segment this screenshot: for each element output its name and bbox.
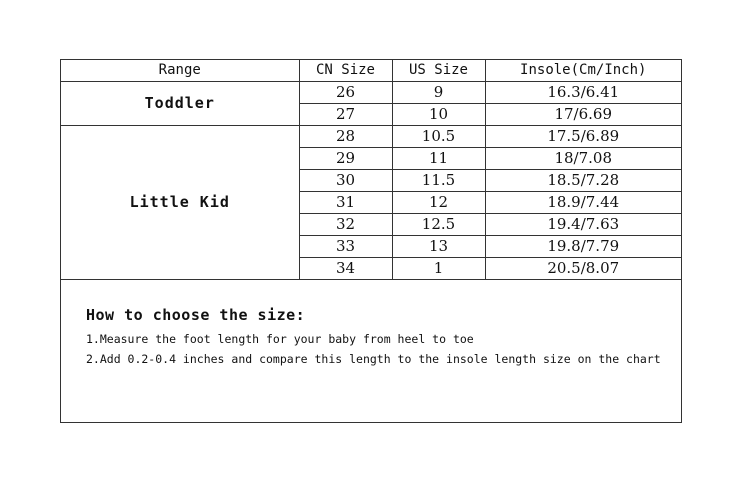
how-to-step-2: 2.Add 0.2-0.4 inches and compare this length to the insole length size on the chart <box>86 352 661 366</box>
size-table <box>61 60 681 280</box>
us-size-cell: 9 <box>392 82 485 104</box>
us-size-cell: 10.5 <box>392 126 485 148</box>
size-chart <box>60 59 682 423</box>
insole-cell: 18/7.08 <box>485 148 681 170</box>
cn-size-cell: 30 <box>299 170 392 192</box>
table-row <box>61 126 681 148</box>
insole-cell: 18.5/7.28 <box>485 170 681 192</box>
header-cn-size: CN Size <box>299 60 392 82</box>
header-range: Range <box>61 60 299 82</box>
how-to-title: How to choose the size: <box>86 306 306 324</box>
cn-size-cell: 29 <box>299 148 392 170</box>
us-size-cell: 10 <box>392 104 485 126</box>
us-size-cell: 1 <box>392 258 485 280</box>
insole-cell: 19.8/7.79 <box>485 236 681 258</box>
cn-size-cell: 33 <box>299 236 392 258</box>
insole-cell: 18.9/7.44 <box>485 192 681 214</box>
cn-size-cell: 28 <box>299 126 392 148</box>
insole-cell: 17.5/6.89 <box>485 126 681 148</box>
how-to-step-1: 1.Measure the foot length for your baby from heel to toe <box>86 332 474 346</box>
us-size-cell: 11 <box>392 148 485 170</box>
insole-cell: 19.4/7.63 <box>485 214 681 236</box>
range-little-kid: Little Kid <box>61 126 299 280</box>
us-size-cell: 12 <box>392 192 485 214</box>
cn-size-cell: 32 <box>299 214 392 236</box>
insole-cell: 16.3/6.41 <box>485 82 681 104</box>
table-header-row <box>61 60 681 82</box>
header-insole: Insole(Cm/Inch) <box>485 60 681 82</box>
cn-size-cell: 31 <box>299 192 392 214</box>
table-row <box>61 82 681 104</box>
cn-size-cell: 34 <box>299 258 392 280</box>
us-size-cell: 12.5 <box>392 214 485 236</box>
insole-cell: 20.5/8.07 <box>485 258 681 280</box>
us-size-cell: 13 <box>392 236 485 258</box>
cn-size-cell: 27 <box>299 104 392 126</box>
cn-size-cell: 26 <box>299 82 392 104</box>
us-size-cell: 11.5 <box>392 170 485 192</box>
range-toddler: Toddler <box>61 82 299 126</box>
how-to-section <box>86 306 676 370</box>
insole-cell: 17/6.69 <box>485 104 681 126</box>
header-us-size: US Size <box>392 60 485 82</box>
